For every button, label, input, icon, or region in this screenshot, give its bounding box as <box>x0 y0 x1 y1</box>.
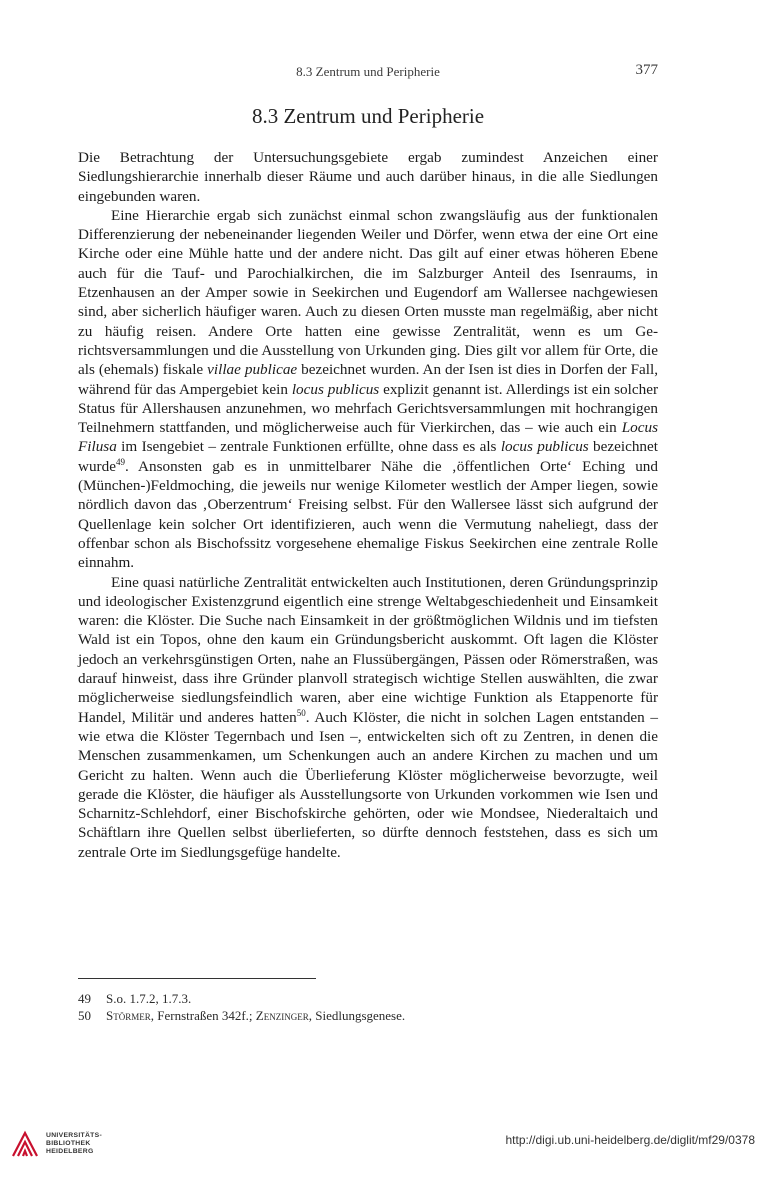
author-name: Zenzinger <box>255 1008 309 1023</box>
footnote-number: 50 <box>78 1008 91 1023</box>
paragraph-3: Eine quasi natürliche Zentralität entwickelten auch Institutionen, deren Gründungsprinzip und ideologischer Existenzgrund eigentlich eine strenge Weltabgeschiedenheit und Einsamkeit waren: die Klöster. Die Suche nach Einsamkeit in der größtmöglichen Wildnis und im tiefsten Wald ist ein Topos, ohne den kaum ein Gründungsbericht auskommt. Oft lagen die Klöster jedoch an verkehrsgünstigen Orten, nahe an Flussübergängen, Pässen oder Römerstraßen, was darauf hinweist, dass ihre Gründer planvoll strategisch wichtige Stellen auswählten, die zwar möglicherweise siedlungsfeindlich waren, aber eine wichtige Funktion als Etappenorte für Handel, Militär und anderes hatten$^{50}$. Auch Klöster, die nicht in solchen Lagen entstanden – wie etwa die Klöster Tegernbach und Isen –, entwickelten sich oft zu Zentren, in denen die Menschen zusammenkamen, um Schenkungen auch an andere Kirchen zu machen und um Gericht zu halten. Wenn auch die Überlieferung Klöster möglicherweise bevorzugte, weil gerade die Klöster, die häufiger als Ausstellungsorte von Urkunden vorkommen wie Isen und Scharnitz-Schlehdorf, einer Bischofskirche gehörten, oder wie Mondsee, Niederaltaich und Schäftlarn ihre Quellen selbst überlieferten, so dürfte dennoch feststehen, dass es sich um zentrale Orte im Siedlungsgefüge handelte. <box>78 573 658 861</box>
library-emblem-icon <box>10 1129 40 1159</box>
footnote-text: Störmer, Fernstraßen 342f.; Zenzinger, Siedlungsgenese. <box>106 1008 406 1023</box>
body-text <box>78 148 658 862</box>
footnote-text: S.o. 1.7.2, 1.7.3. <box>106 991 192 1006</box>
italic-term: Locus Filusa <box>78 419 658 456</box>
footnotes <box>78 990 658 1024</box>
italic-term: villae publicae <box>207 361 298 379</box>
footnote-number: 49 <box>78 991 91 1006</box>
footnote-ref-50[interactable]: 50 <box>296 707 306 718</box>
running-head <box>78 62 658 82</box>
running-head-title: 8.3 Zentrum und Peripherie <box>296 64 440 79</box>
footnote-divider <box>78 978 316 979</box>
source-url-link[interactable]: http://digi.ub.uni-heidelberg.de/diglit/mf29/0378 <box>505 1133 755 1147</box>
library-logo[interactable] <box>10 1124 102 1164</box>
italic-term: locus publicus <box>500 438 589 456</box>
author-name: Störmer <box>106 1008 151 1023</box>
library-logo-text: UNIVERSITÄTS- BIBLIOTHEK HEIDELBERG <box>46 1132 103 1155</box>
italic-term: locus publicus <box>291 380 380 398</box>
footnote-49 <box>78 990 658 1007</box>
chapter-title: 8.3 Zentrum und Peripherie <box>251 104 485 128</box>
footnote-50 <box>78 1007 658 1024</box>
footnote-ref-49[interactable]: 49 <box>115 456 125 467</box>
paragraph-1: Die Betrachtung der Untersuchungsgebiete ergab zumindest Anzeichen einer Siedlungshierarchie innerhalb dieser Räume und auch darüber hinaus, in die alle Siedlungen eingebunden waren. <box>78 149 658 205</box>
paragraph-2: Eine Hierarchie ergab sich zunächst einmal schon zwangsläufig aus der funktionalen Differenzierung der nebeneinander liegenden Weiler und Dörfer, wenn etwa der eine Ort eine Kirche oder eine Mühle hatte und der andere nicht. Das gilt auf einer etwas höheren Ebene auch für die Tauf- und Parochialkirchen, die im Salzburger Anteil des Isenraums, in Etzenhausen an der Amper sowie in Seekirchen und Eugendorf am Wallersee nachgewiesen sind, aber sicherlich häufiger waren. Auch zu diesen Orten musste man regelmäßig, aber nicht zu häufig reisen. Andere Orte hatten eine gewisse Zentralität, wenn es um Gerichtsversammlungen und die Ausstellung von Urkunden ging. Dies gilt vor allem für Orte, die als (ehemals) fiskale villae publicae bezeichnet wurden. An der Isen ist dies in Dorfen der Fall, während für das Ampergebiet kein locus publicus explizit genannt ist. Allerdings ist ein solcher Status für Allershausen anzunehmen, wo mehrfach Gerichtsversammlungen mit hochrangigen Teilnehmern stattfanden, und möglicherweise auch für Vierkirchen, das – wie auch ein Locus Filusa im Isengebiet – zentrale Funktionen erfüllte, ohne dass es als locus publicus bezeichnet wurde$^{49}$. Ansonsten gab es in unmittelbarer Nähe die ‚öffentlichen Orte‘ Eching und (München-)Feldmoching, die jeweils nur wenige Kilometer westlich der Amper liegen, sowie nördlich davon das ‚Oberzentrum‘ Freising selbst. Für den Wallersee lässt sich aufgrund der Quellenlage kein solcher Ort identifizieren, auch wenn die Vermutung naheliegt, dass der offenbar schon als Bischofssitz vorgesehene ehemalige Fiskus Seekirchen eine zentrale Rolle einnahm. <box>78 206 659 572</box>
page-number: 377 <box>635 62 658 78</box>
